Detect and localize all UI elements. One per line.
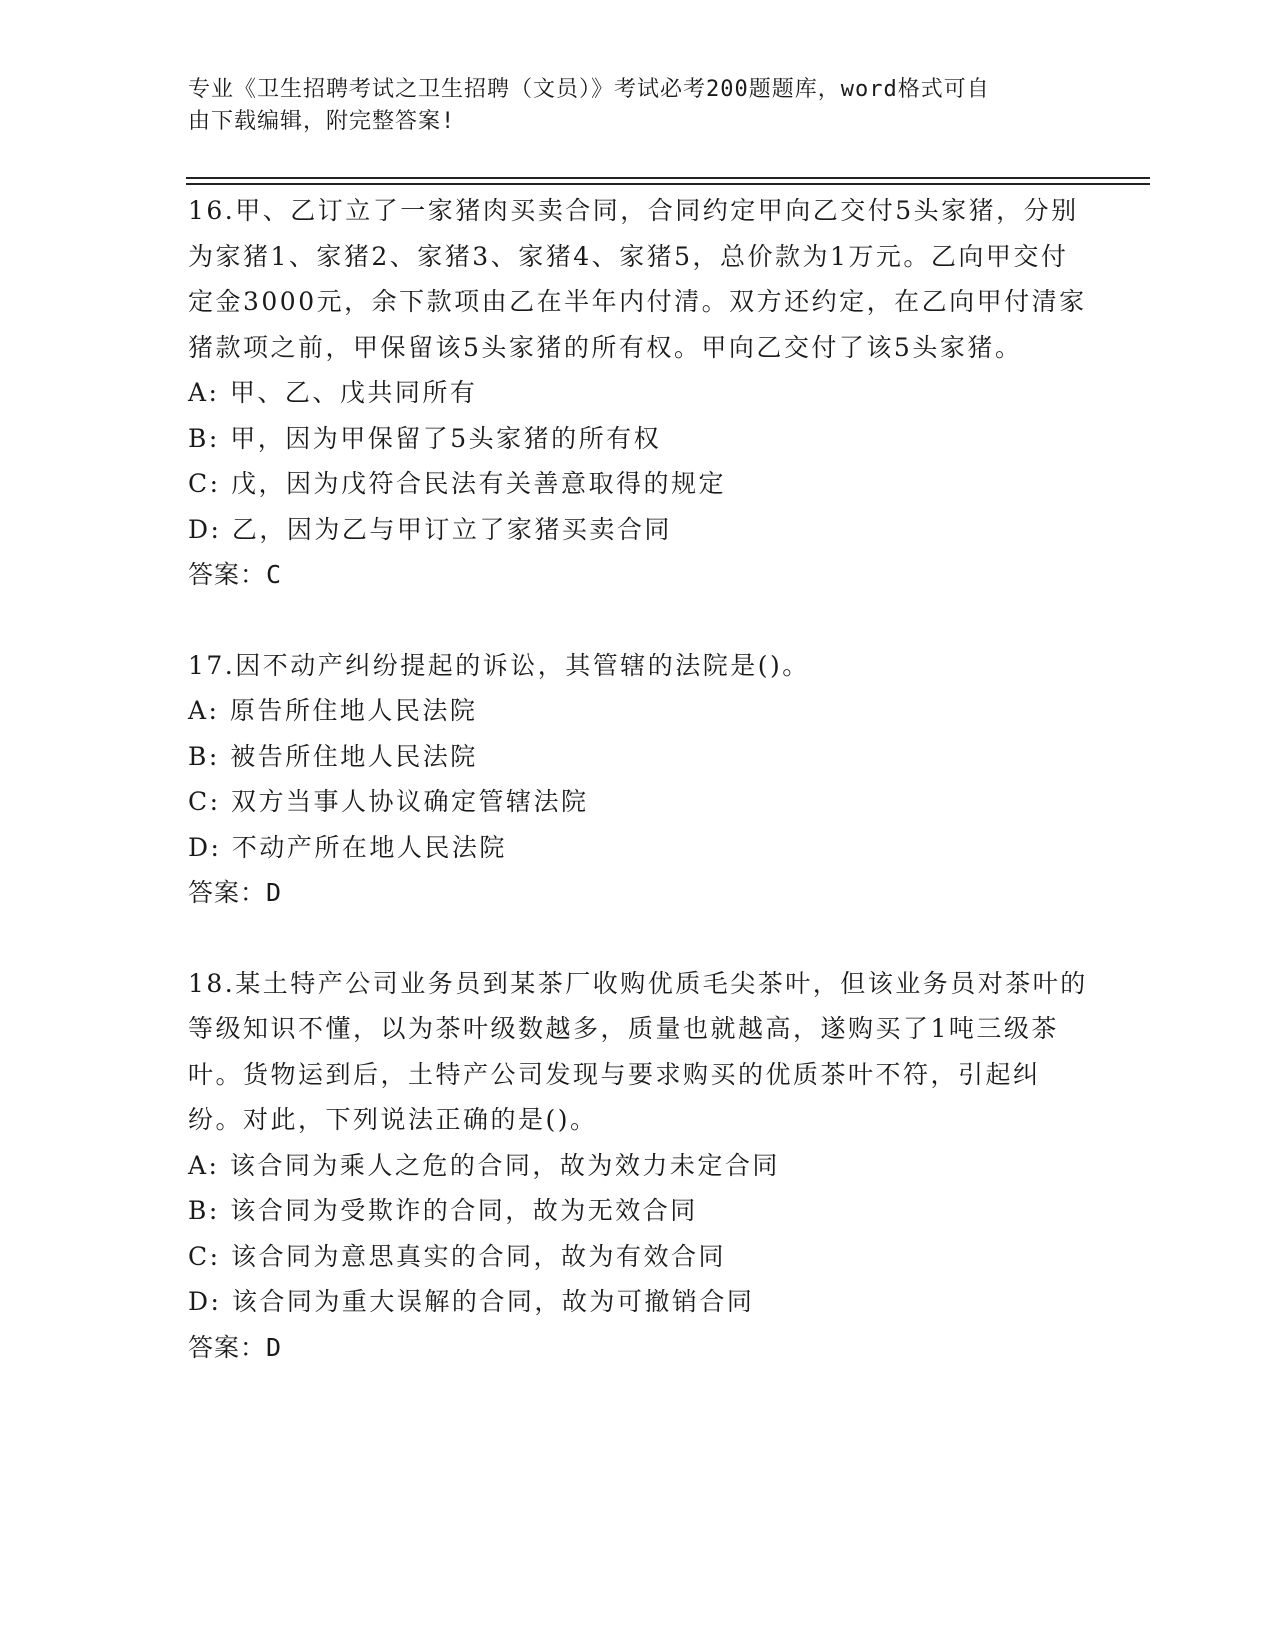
header-line-1: 专业《卫生招聘考试之卫生招聘（文员）》考试必考200题题库，word格式可自 [188, 77, 990, 102]
question-stem: 18.某土特产公司业务员到某茶厂收购优质毛尖茶叶，但该业务员对茶叶的等级知识不懂，以为茶叶级数越多，质量也就越高，遂购买了1吨三级茶叶。货物运到后，土特产公司发现与要求购买的优质茶叶不符，引起纠纷。对此，下列说法正确的是()。 [188, 968, 1088, 1134]
question-stem: 17.因不动产纠纷提起的诉讼，其管辖的法院是()。 [188, 650, 810, 680]
header-divider-bottom [186, 183, 1150, 185]
option-d: D: 该合同为重大误解的合同，故为可撤销合同 [188, 1287, 755, 1316]
option-d: D: 乙，因为乙与甲订立了家猪买卖合同 [188, 514, 672, 544]
answer: 答案：C [188, 560, 283, 589]
option-b: B: 该合同为受欺诈的合同，故为无效合同 [188, 1196, 698, 1225]
option-d: D: 不动产所在地人民法院 [188, 832, 507, 862]
option-b: B: 被告所住地人民法院 [188, 741, 478, 771]
option-c: C: 戊，因为戊符合民法有关善意取得的规定 [188, 469, 726, 498]
option-c: C: 双方当事人协议确定管辖法院 [188, 787, 589, 816]
answer: 答案：D [188, 1332, 283, 1362]
question-17 [188, 643, 1088, 916]
header-line-2: 由下载编辑，附完整答案! [188, 109, 456, 134]
option-b: B: 甲，因为甲保留了5头家猪的所有权 [188, 423, 662, 453]
option-a: A: 原告所住地人民法院 [188, 696, 478, 725]
option-a: A: 该合同为乘人之危的合同，故为效力未定合同 [188, 1150, 780, 1180]
header-divider-top [186, 177, 1150, 179]
document-header [188, 74, 1088, 138]
question-18 [188, 961, 1088, 1371]
answer: 答案：D [188, 878, 283, 907]
question-stem: 16.甲、乙订立了一家猪肉买卖合同，合同约定甲向乙交付5头家猪，分别为家猪1、家猪2、家猪3、家猪4、家猪5，总价款为1万元。乙向甲交付定金3000元，余下款项由乙在半年内付清。双方还约定，在乙向甲付清家猪款项之前，甲保留该5头家猪的所有权。甲向乙交付了该5头家猪。 [188, 196, 1087, 362]
question-16 [188, 188, 1088, 598]
question-list [188, 188, 1088, 1370]
option-c: C: 该合同为意思真实的合同，故为有效合同 [188, 1241, 726, 1271]
option-a: A: 甲、乙、戊共同所有 [188, 378, 478, 407]
